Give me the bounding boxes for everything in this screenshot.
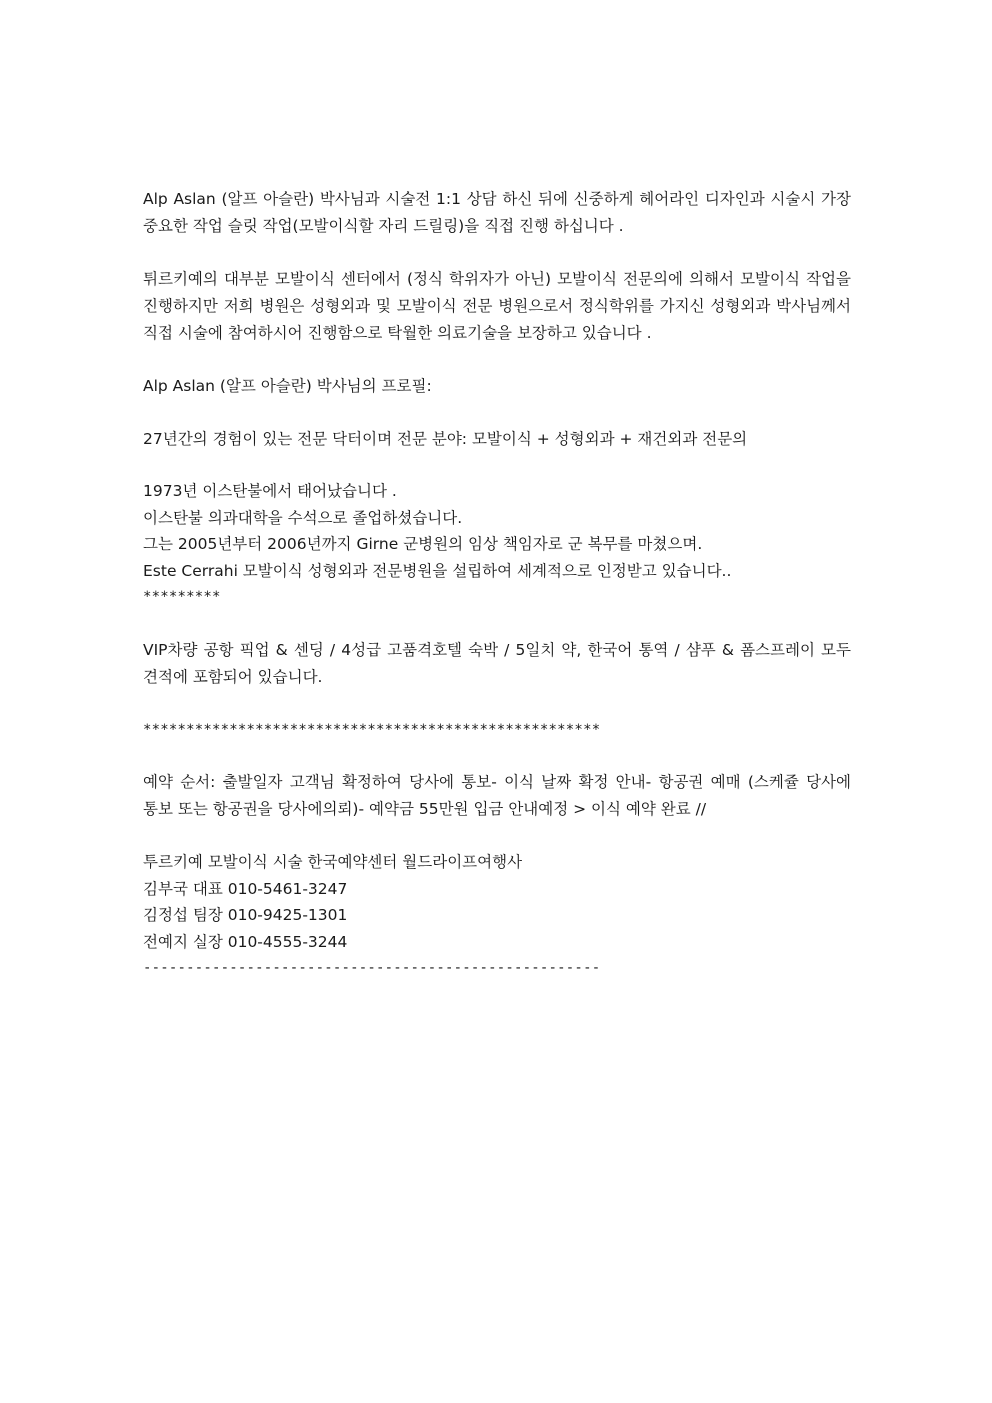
- spacer: [143, 743, 851, 769]
- agency-name: 투르키예 모발이식 시술 한국예약센터 월드라이프여행사: [143, 853, 523, 871]
- star-divider-long: *****************************************************: [143, 721, 601, 738]
- contact-manager: 전예지 실장 010-4555-3244: [143, 932, 348, 951]
- contact-ceo: 김부국 대표 010-5461-3247: [143, 879, 348, 898]
- hospital-paragraph: 튀르키예의 대부분 모발이식 센터에서 (정식 학위자가 아닌) 모발이식 전문의에 의해서 모발이식 작업을 진행하지만 저희 병원은 성형외과 및 모발이식 전문 병원으로서 정식학위를 가지신 성형외과 박사님께서 직접 시술에 참여하시어 진행함으로 탁월한 의료기술을 보장하고 있습니다 .: [143, 270, 851, 342]
- bio-line-2: 이스탄불 의과대학을 수석으로 졸업하셨습니다.: [143, 508, 463, 527]
- dash-divider: -----------------------------------------------------: [143, 960, 601, 976]
- spacer: [143, 823, 851, 849]
- spacer: [143, 611, 851, 637]
- document-body: [143, 186, 851, 982]
- bio-line-1: 1973년 이스탄불에서 태어났습니다 .: [143, 482, 397, 500]
- package-paragraph: VIP차량 공항 픽업 & 센딩 / 4성급 고품격호텔 숙박 / 5일치 약, 한국어 통역 / 샴푸 & 폼스프레이 모두 견적에 포함되어 있습니다.: [143, 640, 851, 686]
- spacer: [143, 452, 851, 478]
- bio-line-3: 그는 2005년부터 2006년까지 Girne 군병원의 임상 책임자로 군 복무를 마쳤으며.: [143, 535, 703, 553]
- star-divider-short: *********: [143, 589, 221, 605]
- bio-line-4: Este Cerrahi 모발이식 성형외과 전문병원을 설립하여 세계적으로 인정받고 있습니다..: [143, 561, 732, 580]
- profile-heading: Alp Aslan (알프 아슬란) 박사님의 프로필:: [143, 377, 432, 395]
- spacer: [143, 691, 851, 717]
- experience-line: 27년간의 경험이 있는 전문 닥터이며 전문 분야: 모발이식 + 성형외과 + 재건외과 전문의: [143, 429, 748, 448]
- spacer: [143, 400, 851, 426]
- contact-team-lead: 김정섭 팀장 010-9425-1301: [143, 906, 348, 924]
- consultation-paragraph: Alp Aslan (알프 아슬란) 박사님과 시술전 1:1 상담 하신 뒤에 신중하게 헤어라인 디자인과 시술시 가장 중요한 작업 슬릿 작업(모발이식할 자리 드릴링)을 직접 진행 하십니다 .: [143, 190, 851, 235]
- spacer: [143, 347, 851, 373]
- spacer: [143, 240, 851, 266]
- reservation-steps-paragraph: 예약 순서: 출발일자 고객님 확정하여 당사에 통보- 이식 날짜 확정 안내- 항공권 예매 (스케쥴 당사에 통보 또는 항공권을 당사에의뢰)- 예약금 55만원 입금 안내예정 > 이식 예약 완료 //: [143, 773, 851, 818]
